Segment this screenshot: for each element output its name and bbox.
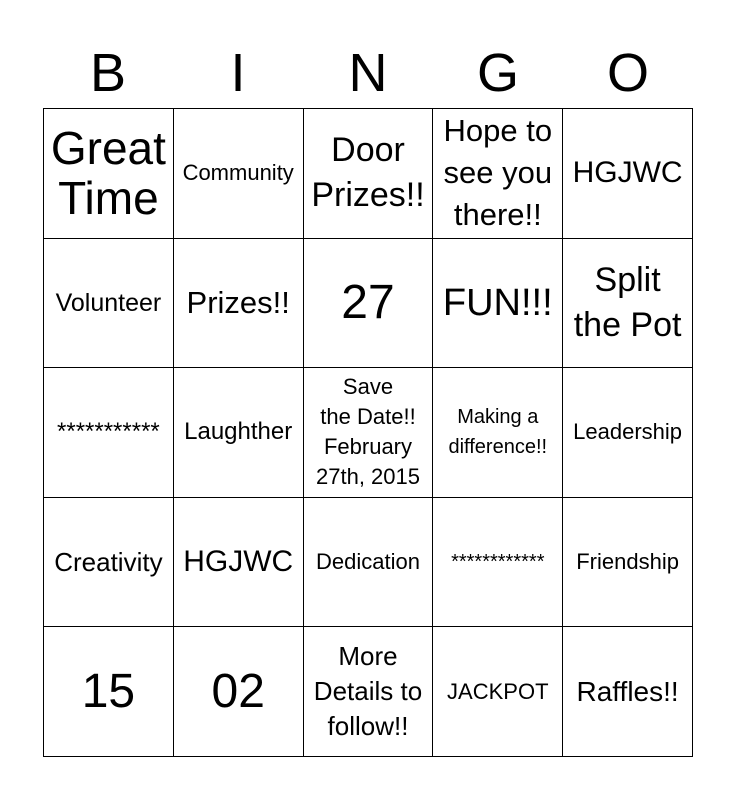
cell-text: Prizes!!	[186, 284, 290, 320]
bingo-cell-r5c4[interactable]	[433, 627, 563, 757]
bingo-cell-r5c1[interactable]	[44, 627, 174, 757]
cell-text: Split the Pot	[573, 260, 682, 344]
bingo-cell-r4c4[interactable]	[433, 498, 563, 628]
cell-text: More Details to follow!!	[313, 641, 423, 742]
bingo-cell-r2c5[interactable]	[563, 239, 693, 369]
cell-text: ***********	[57, 418, 160, 446]
bingo-cell-r1c2[interactable]	[174, 109, 304, 239]
cell-text: HGJWC	[572, 156, 683, 190]
bingo-cell-r1c5[interactable]	[563, 109, 693, 239]
cell-text: Raffles!!	[576, 675, 679, 707]
cell-text: Leadership	[573, 419, 683, 445]
cell-text: Great Time	[50, 122, 166, 225]
bingo-cell-r2c3[interactable]	[304, 239, 434, 369]
cell-text: Creativity	[54, 547, 163, 578]
bingo-cell-r3c4[interactable]	[433, 368, 563, 498]
bingo-cell-r4c1[interactable]	[44, 498, 174, 628]
cell-text: JACKPOT	[447, 678, 549, 704]
header-letter-g: G	[476, 43, 519, 103]
cell-text: 27	[341, 275, 395, 329]
bingo-cell-r5c5[interactable]	[563, 627, 693, 757]
cell-text: Dedication	[316, 549, 420, 575]
bingo-cell-r2c4[interactable]	[433, 239, 563, 369]
bingo-cell-r5c2[interactable]	[174, 627, 304, 757]
cell-text: 15	[81, 664, 136, 718]
bingo-cell-r3c5[interactable]	[563, 368, 693, 498]
bingo-header	[43, 38, 693, 108]
bingo-cell-r1c1[interactable]	[44, 109, 174, 239]
bingo-cell-r1c3[interactable]	[304, 109, 434, 239]
header-letter-b: B	[89, 43, 127, 103]
cell-text: Door Prizes!!	[311, 131, 425, 215]
cell-text: HGJWC	[183, 545, 294, 579]
cell-text: Hope to see you there!!	[443, 113, 553, 233]
cell-text: Making a difference!!	[448, 406, 548, 459]
cell-text: Community	[182, 160, 294, 186]
bingo-cell-r4c5[interactable]	[563, 498, 693, 628]
cell-text: 02	[211, 664, 265, 718]
bingo-cell-r3c1[interactable]	[44, 368, 174, 498]
header-letter-n: N	[348, 43, 388, 103]
bingo-cell-r5c3[interactable]	[304, 627, 434, 757]
bingo-cell-r3c3[interactable]	[304, 368, 434, 498]
bingo-cell-r4c3[interactable]	[304, 498, 434, 628]
bingo-cell-r4c2[interactable]	[174, 498, 304, 628]
cell-text: Friendship	[576, 549, 679, 575]
header-letter-i: I	[230, 43, 246, 103]
cell-text: Save the Date!! February 27th, 2015	[316, 374, 420, 490]
bingo-cell-r2c2[interactable]	[174, 239, 304, 369]
bingo-cell-r3c2[interactable]	[174, 368, 304, 498]
bingo-cell-r1c4[interactable]	[433, 109, 563, 239]
bingo-board	[43, 108, 693, 757]
header-letter-o: O	[606, 43, 649, 103]
cell-text: Laughther	[184, 418, 293, 446]
cell-text: FUN!!!	[442, 281, 553, 324]
cell-text: ************	[451, 551, 545, 574]
bingo-cell-r2c1[interactable]	[44, 239, 174, 369]
cell-text: Volunteer	[55, 288, 162, 317]
